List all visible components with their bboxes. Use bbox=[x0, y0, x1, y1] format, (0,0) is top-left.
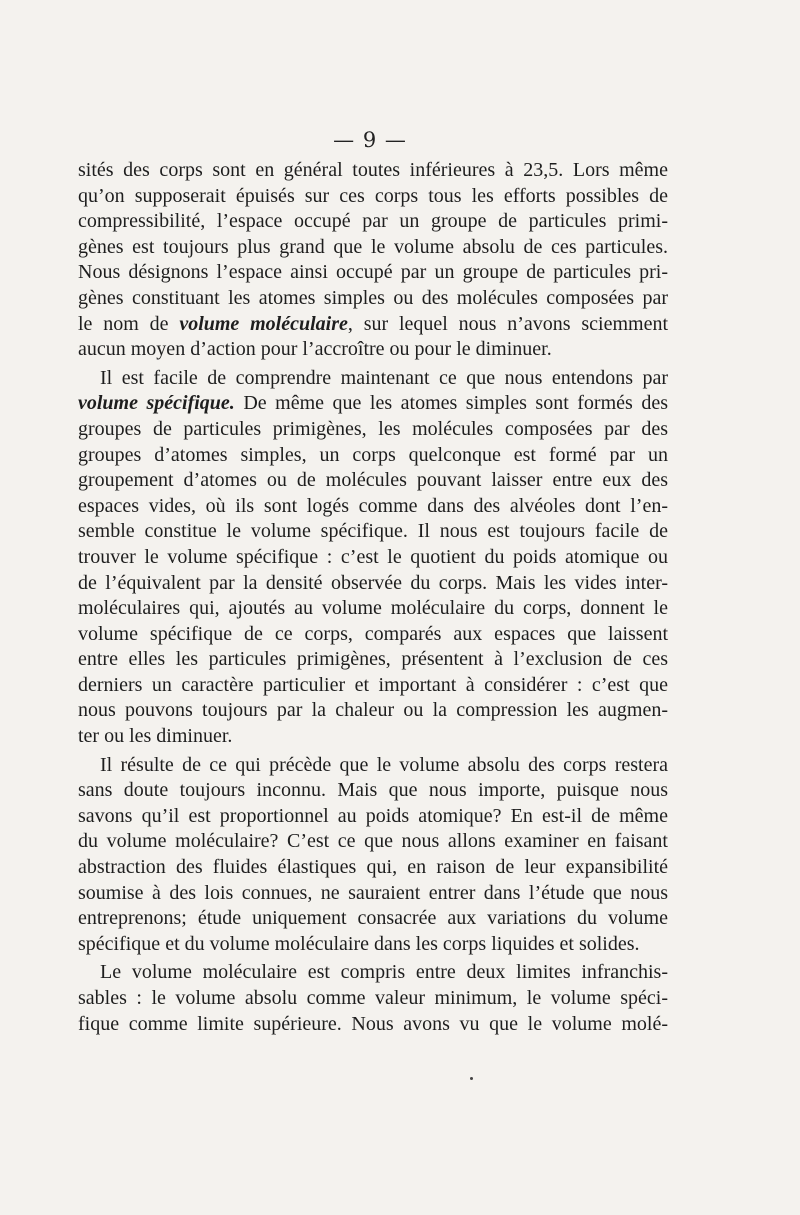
text-line bbox=[78, 596, 668, 622]
text-line bbox=[78, 622, 668, 648]
ink-speck bbox=[470, 1077, 473, 1080]
text-line bbox=[78, 804, 668, 830]
text-line bbox=[78, 209, 668, 235]
text-line bbox=[78, 184, 668, 210]
text-line bbox=[78, 158, 668, 184]
text-line bbox=[78, 829, 668, 855]
text-line bbox=[78, 468, 668, 494]
page-number: — 9 — bbox=[333, 128, 407, 152]
text-run: ter ou les diminuer. bbox=[78, 725, 233, 748]
text-run: nous pouvons toujours par la chaleur ou la compression les augmen- bbox=[78, 699, 668, 722]
text-line bbox=[78, 647, 668, 673]
text-run: , sur lequel nous n’avons sciemment bbox=[347, 312, 668, 335]
text-line bbox=[78, 286, 668, 312]
text-line bbox=[78, 519, 668, 545]
text-run: trouver le volume spécifique : c’est le quotient du poids atomique ou bbox=[78, 545, 668, 568]
text-run: le nom de bbox=[78, 312, 180, 335]
text-run: gènes est toujours plus grand que le volume absolu de ces particules. bbox=[78, 235, 668, 258]
text-line bbox=[78, 932, 668, 958]
text-run: compressibilité, l’espace occupé par un groupe de particules primi- bbox=[78, 210, 668, 233]
paragraph bbox=[78, 158, 668, 363]
text-line bbox=[78, 260, 668, 286]
text-run: groupes de particules primigènes, les molécules composées par des bbox=[78, 417, 668, 440]
text-line bbox=[78, 724, 668, 750]
paragraph bbox=[78, 753, 668, 958]
text-line bbox=[78, 443, 668, 469]
text-line bbox=[78, 986, 668, 1012]
paragraph bbox=[78, 366, 668, 750]
text-line bbox=[78, 494, 668, 520]
text-run: derniers un caractère particulier et important à considérer : c’est que bbox=[78, 673, 668, 696]
text-run: entreprenons; étude uniquement consacrée aux variations du volume bbox=[78, 907, 668, 930]
text-run: sables : le volume absolu comme valeur minimum, le volume spéci- bbox=[78, 987, 668, 1009]
text-run: groupes d’atomes simples, un corps quelconque est formé par un bbox=[78, 443, 668, 466]
text-line bbox=[78, 312, 668, 338]
italic-term: volume spécifique. bbox=[78, 392, 235, 415]
text-run: gènes constituant les atomes simples ou des molécules composées par bbox=[78, 286, 668, 309]
text-line bbox=[78, 906, 668, 932]
text-run: sités des corps sont en général toutes inférieures à 23,5. Lors même bbox=[78, 159, 668, 181]
italic-term: volume moléculaire bbox=[179, 312, 348, 335]
text-line bbox=[78, 1012, 668, 1038]
text-line bbox=[78, 417, 668, 443]
text-run: de l’équivalent par la densité observée du corps. Mais les vides inter- bbox=[78, 571, 668, 594]
text-run: entre elles les particules primigènes, présentent à l’exclusion de ces bbox=[78, 648, 668, 671]
text-run: volume spécifique de ce corps, comparés aux espaces que laissent bbox=[78, 622, 668, 645]
text-line bbox=[78, 391, 668, 417]
text-line bbox=[78, 673, 668, 699]
text-run: savons qu’il est proportionnel au poids atomique? En est-il de même bbox=[78, 804, 668, 827]
text-run: abstraction des fluides élastiques qui, en raison de leur expansibilité bbox=[78, 856, 668, 879]
text-run: spécifique et du volume moléculaire dans les corps liquides et solides. bbox=[78, 932, 640, 955]
text-run: espaces vides, où ils sont logés comme dans des alvéoles dont l’en- bbox=[78, 494, 668, 517]
text-run: Il est facile de comprendre maintenant ce que nous entendons par bbox=[100, 366, 668, 389]
text-run: moléculaires qui, ajoutés au volume moléculaire du corps, donnent le bbox=[78, 597, 668, 620]
text-line bbox=[78, 235, 668, 261]
text-line bbox=[78, 366, 668, 392]
text-line bbox=[78, 855, 668, 881]
paragraph bbox=[78, 960, 668, 1037]
text-run: aucun moyen d’action pour l’accroître ou pour le diminuer. bbox=[78, 338, 552, 361]
text-line bbox=[78, 753, 668, 779]
text-run: du volume moléculaire? C’est ce que nous allons examiner en faisant bbox=[78, 830, 668, 853]
text-line bbox=[78, 960, 668, 986]
text-line bbox=[78, 698, 668, 724]
text-line bbox=[78, 571, 668, 597]
text-line bbox=[78, 545, 668, 571]
text-run: sans doute toujours inconnu. Mais que nous importe, puisque nous bbox=[78, 779, 668, 802]
body-text bbox=[78, 158, 668, 1037]
text-run: De même que les atomes simples sont formés des bbox=[234, 392, 668, 415]
text-run: fique comme limite supérieure. Nous avons vu que le volume molé- bbox=[78, 1012, 668, 1035]
text-line bbox=[78, 881, 668, 907]
text-line bbox=[78, 337, 668, 363]
text-run: soumise à des lois connues, ne sauraient entrer dans l’étude que nous bbox=[78, 881, 668, 904]
text-line bbox=[78, 778, 668, 804]
text-run: Le volume moléculaire est compris entre deux limites infranchis- bbox=[100, 961, 668, 984]
text-run: semble constitue le volume spécifique. Il nous est toujours facile de bbox=[78, 520, 668, 543]
text-run: qu’on supposerait épuisés sur ces corps tous les efforts possibles de bbox=[78, 184, 668, 207]
text-run: groupement d’atomes ou de molécules pouvant laisser entre eux des bbox=[78, 469, 668, 492]
text-run: Nous désignons l’espace ainsi occupé par un groupe de particules pri- bbox=[78, 261, 668, 284]
text-run: Il résulte de ce qui précède que le volume absolu des corps restera bbox=[100, 753, 668, 776]
